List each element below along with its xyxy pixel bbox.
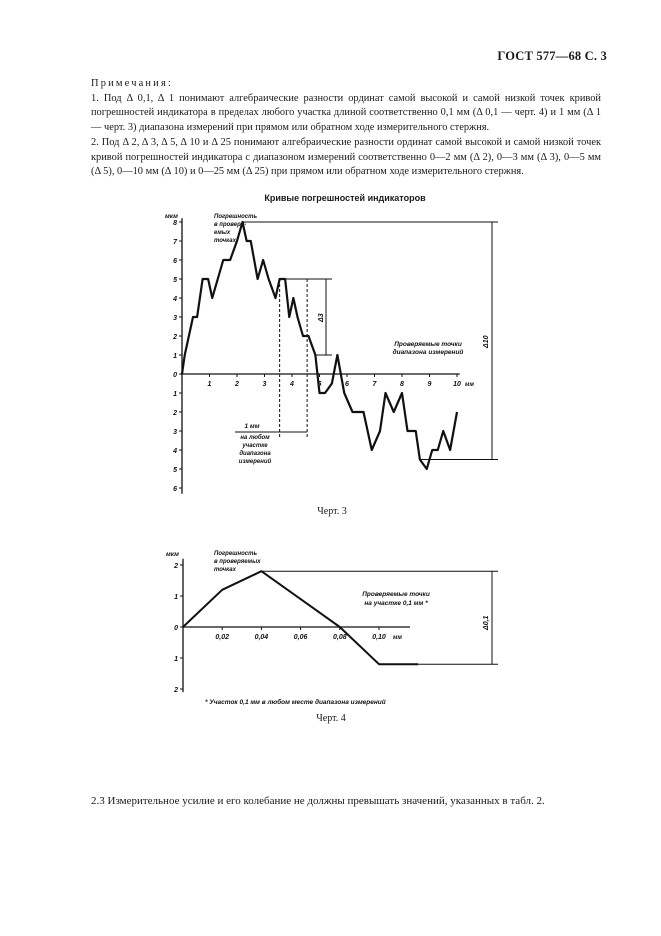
y-title-line: точках xyxy=(214,567,236,573)
x-tick-label: 4 xyxy=(290,381,294,388)
x-tick-label: 7 xyxy=(372,381,377,388)
chart-3-caption: Черт. 3 xyxy=(317,506,347,517)
chart-4 xyxy=(166,551,498,706)
y-title-line: в проверя- xyxy=(214,222,247,228)
y-tick-label: 2 xyxy=(173,334,177,341)
y-unit-label: мкм xyxy=(166,551,179,558)
x-tick-label: 5 xyxy=(317,381,322,388)
span-note-line: на любом xyxy=(240,435,270,441)
x-tick-label: 2 xyxy=(235,381,239,388)
x-tick-label: 10 xyxy=(453,381,461,388)
page-header: ГОСТ 577—68 С. 3 xyxy=(497,49,607,63)
chart-4-caption: Черт. 4 xyxy=(316,713,346,724)
y-tick-label: 1 xyxy=(174,594,178,601)
x-tick-label: 0,04 xyxy=(254,634,269,641)
delta3-label: Δ3 xyxy=(318,313,325,322)
y-tick-label: 8 xyxy=(173,220,177,227)
y-tick-label: 2 xyxy=(174,563,178,570)
y-unit-label: мкм xyxy=(165,213,178,220)
delta01-label: Δ0,1 xyxy=(483,615,490,630)
error-curve xyxy=(183,571,418,664)
x-unit-label: мм xyxy=(393,635,402,641)
y-title-line: Погрешность xyxy=(214,214,258,220)
x-tick-label: 8 xyxy=(400,381,404,388)
y-tick-label: 4 xyxy=(173,448,177,455)
span-note-line: диапазона xyxy=(239,451,271,457)
x-tick-label: 0,02 xyxy=(215,634,230,641)
x-tick-label: 3 xyxy=(262,381,267,388)
x-unit-label: мм xyxy=(465,382,474,388)
x-tick-label: 0,08 xyxy=(332,634,347,641)
span-note-line: измерений xyxy=(238,459,272,465)
series-label-line: диапазона измерений xyxy=(392,349,464,356)
y-tick-label: 1 xyxy=(173,353,177,360)
para-2-3-text: 2.3 Измерительное усилие и его колебание не должны превышать значений, указанных в табл. 2. xyxy=(91,795,545,807)
y-tick-label: 2 xyxy=(174,687,178,694)
y-tick-label: 1 xyxy=(174,656,178,663)
y-tick-label: 0 xyxy=(174,625,178,632)
x-tick-label: 6 xyxy=(345,381,349,388)
series-label-line: на участке 0,1 мм * xyxy=(364,600,428,607)
x-tick-label: 0,10 xyxy=(372,634,386,641)
span-note-line: участке xyxy=(242,443,268,449)
y-title-line: в проверяемых xyxy=(214,559,261,565)
y-tick-label: 1 xyxy=(173,391,177,398)
series-label-line: Проверяемые точки xyxy=(362,591,430,598)
y-tick-label: 5 xyxy=(173,467,177,474)
span-label: 1 мм xyxy=(244,423,260,430)
y-tick-label: 5 xyxy=(173,277,177,284)
notes-title: Примечания: xyxy=(91,78,174,89)
delta10-label: Δ10 xyxy=(483,335,490,348)
y-tick-label: 3 xyxy=(173,315,177,322)
chart-3 xyxy=(165,213,498,494)
note-2: 2. Под Δ 2, Δ 3, Δ 5, Δ 10 и Δ 25 понимают алгебраические разности ординат самой высокой и самой низкой точек кривой погрешностей индикатора с диапазоном измерений соответственно 0—2 мм (Δ 2), 0—3 мм (Δ 3), 0—5 мм (Δ 5), 0—10 мм (Δ 10) и 0—25 мм (Δ 25) при прямом или обратном ходе измерительного стержня. xyxy=(91,136,601,178)
figure-title: Кривые погрешностей индикаторов xyxy=(264,193,426,203)
y-tick-label: 6 xyxy=(173,258,177,265)
y-title-line: точках xyxy=(214,238,236,244)
y-title-line: Погрешность xyxy=(214,551,258,557)
y-tick-label: 7 xyxy=(173,239,177,246)
y-title-line: емых xyxy=(214,230,231,236)
series-label-line: Проверяемые точки xyxy=(394,341,462,348)
y-tick-label: 2 xyxy=(173,410,177,417)
note-1: 1. Под Δ 0,1, Δ 1 понимают алгебраические разности ординат самой высокой и самой низкой точек кривой погрешностей индикатора в пределах любого участка длиной соответственно 0,1 мм (Δ 0,1 — черт. 4) и 1 мм (Δ 1 — черт. 3) диапазона измерений при прямом или обратном ходе измерительного стержня. xyxy=(91,92,601,134)
x-tick-label: 9 xyxy=(427,381,432,388)
x-tick-label: 0,06 xyxy=(293,634,308,641)
y-tick-label: 4 xyxy=(173,296,177,303)
x-tick-label: 1 xyxy=(207,381,212,388)
y-tick-label: 0 xyxy=(173,372,177,379)
paragraph-2-3 xyxy=(91,794,601,809)
footnote: * Участок 0,1 мм в любом месте диапазона измерений xyxy=(205,699,386,706)
y-tick-label: 3 xyxy=(173,429,177,436)
y-tick-label: 6 xyxy=(173,486,177,493)
